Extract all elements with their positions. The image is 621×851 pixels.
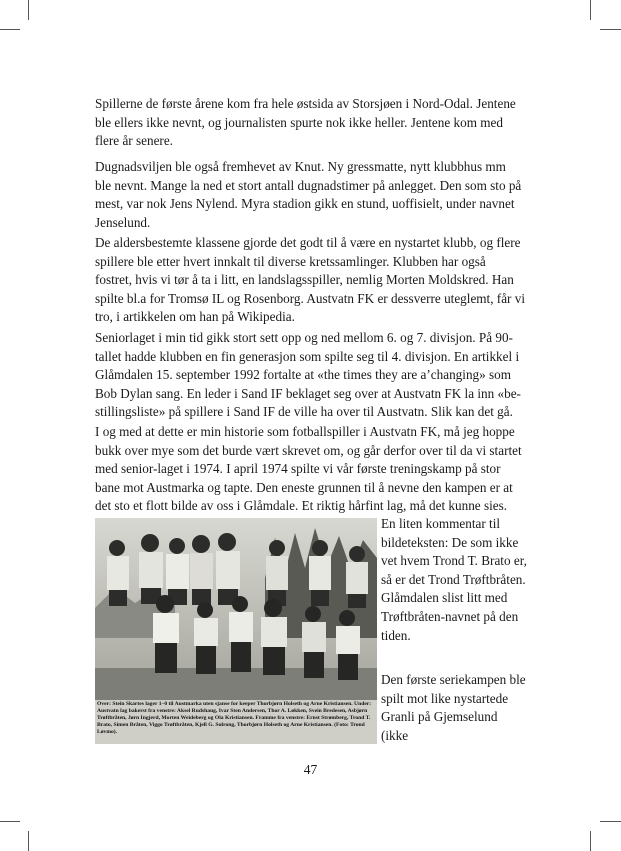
crop-mark-top-left [28,0,29,20]
paragraph-3: De aldersbestemte klassene gjorde det godt til å være en nystartet klubb, og flere spillere ble etter hvert innkalt til diverse kretssamlinger. Klubben har også fostret, hvis vi tør å ta i litt, en landslagsspiller, nemlig Morten Moldskred. Han spilte bl.a for Tromsø IL og Rosenborg. Austvatn FK er dessverre uteglemt, får vi tro, i artikkelen om han på Wikipedia. [95,235,526,325]
photo-caption: Over: Stein Skartes lager 1–0 til Austmarka uten sjanse for keeper Thorbjørn Holseth og Arne Kristiansen. Under: Austvatn lag bakerst fra venstre: Aksel Rudshaug, Ivar Sten Andersen, Thor A. Løkken, Svein Bredesen, Asbjørn Trøftbråten, Jørn Ingjerd, Morten Weideberg og Ola Kristiansen. Framme fra venstre: Ernst Strømberg, Trond T. Brato, Simen Bråten, Viggo Trøftbråten, Kjell G. Sulrong, Thorbjørn Holseth og Arne Kristiansen. (Foto: Trond Løvmo). [97,701,372,735]
crop-mark-bottom-right [590,831,591,851]
paragraph-4: Seniorlaget i min tid gikk stort sett opp og ned mellom 6. og 7. divisjon. På 90-tallet hadde klubben en fin generasjon som spilte seg til 4. divisjon. En artikkel i Glåmdalen 15. september 1992 fortalte at «the times they are a’changing» som Bob Dylan sang. En leder i Sand IF beklaget seg over at Austvatn FK la inn «be-stillingsliste» på spillere i Sand IF de ville ha over til Austvatn. Slik kan det gå. [95,330,521,420]
crop-mark-bottom-left-h [0,821,20,822]
side-comment-1: En liten kommentar til bildeteksten: De som ikke vet hvem Trond T. Brato er, så er det Trond Trøftbråten. Glåmdalen slist litt med Trøftbråten-navnet på den tiden. [381,516,527,643]
page-number: 47 [303,762,318,777]
paragraph-2: Dugnadsviljen ble også fremhevet av Knut. Ny gressmatte, nytt klubbhus mm ble nevnt. Mange la ned et stort antall dugnadstimer på anlegget. Den som sto på mest, var nok Jens Nylend. Myra stadion gikk en stund, uoffisielt, under navnet Jenselund. [95,159,522,230]
crop-mark-bottom-right-h [600,821,621,822]
team-photo [95,518,377,744]
crop-mark-top-right [590,0,591,20]
crop-mark-bottom-left [28,831,29,851]
crop-mark-top-left-h [0,29,20,30]
crop-mark-top-right-h [600,29,621,30]
paragraph-5: I og med at dette er min historie som fotballspiller i Austvatn FK, må jeg hoppe bukk over mye som det burde vært skrevet om, og går derfor over til da vi startet med senior-laget i 1974. I april 1974 spilte vi vår første treningskamp på stor bane mot Austmarka og tapte. Den eneste grunnen til å nevne den kampen er at det sto et flott bilde av oss i Glåmdale. Et riktig hårfint lag, må det kunne sies. [95,424,522,514]
side-comment-2: Den første seriekampen ble spilt mot like nystartede Granli på Gjemselund (ikke [381,672,526,743]
paragraph-1: Spillerne de første årene kom fra hele østsida av Storsjøen i Nord-Odal. Jentene ble ellers ikke nevnt, og journalisten spurte nok ikke heller. Jentene kom med flere år senere. [95,96,516,149]
